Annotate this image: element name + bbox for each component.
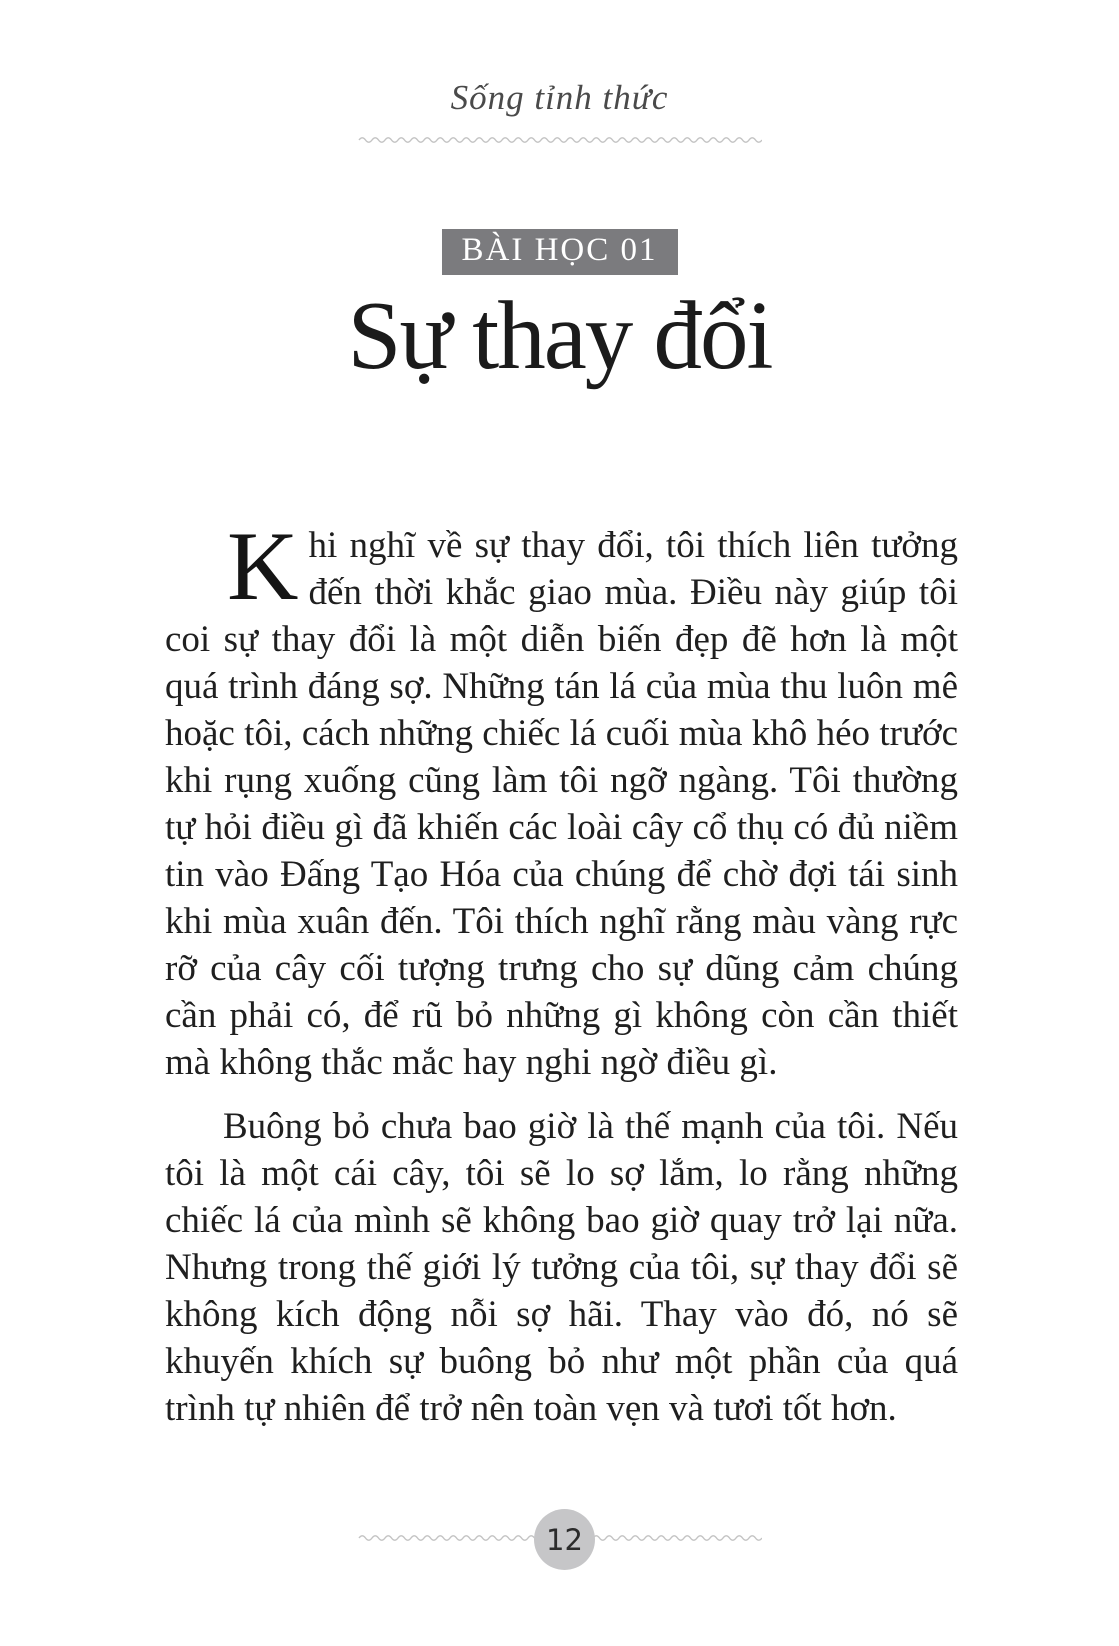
paragraph-1 xyxy=(165,512,958,1086)
lesson-badge: BÀI HỌC 01 xyxy=(441,229,677,275)
page-number-badge: 12 xyxy=(534,1509,595,1570)
paragraph-1-text: hi nghĩ về sự thay đổi, tôi thích liên tưởng đến thời khắc giao mùa. Điều này giúp tôi coi sự thay đổi là một diễn biến đẹp đẽ hơn là một quá trình đáng sợ. Những tán lá của mùa thu luôn mê hoặc tôi, cách những chiếc lá cuối mùa khô héo trước khi rụng xuống cũng làm tôi ngỡ ngàng. Tôi thường tự hỏi điều gì đã khiến các loài cây cổ thụ có đủ niềm tin vào Đấng Tạo Hóa của chúng để chờ đợi tái sinh khi mùa xuân đến. Tôi thích nghĩ rằng màu vàng rực rỡ của cây cối tượng trưng cho sự dũng cảm chúng cần phải có, để rũ bỏ những gì không còn cần thiết mà không thắc mắc hay nghi ngờ điều gì. xyxy=(165,525,958,1083)
drop-cap: K xyxy=(227,512,299,621)
body-text xyxy=(165,512,958,1432)
paragraph-2: Buông bỏ chưa bao giờ là thế mạnh của tôi. Nếu tôi là một cái cây, tôi sẽ lo sợ lắm, lo rằng những chiếc lá của mình sẽ không bao giờ quay trở lại nữa. Nhưng trong thế giới lý tưởng của tôi, sự thay đổi sẽ không kích động nỗi sợ hãi. Thay vào đó, nó sẽ khuyến khích sự buông bỏ như một phần của quá trình tự nhiên để trở nên toàn vẹn và tươi tốt hơn. xyxy=(165,1106,958,1429)
running-head-book-title: Sống tỉnh thức xyxy=(450,78,669,117)
wavy-divider-icon xyxy=(358,134,762,146)
chapter-title: Sự thay đổi xyxy=(347,282,772,389)
